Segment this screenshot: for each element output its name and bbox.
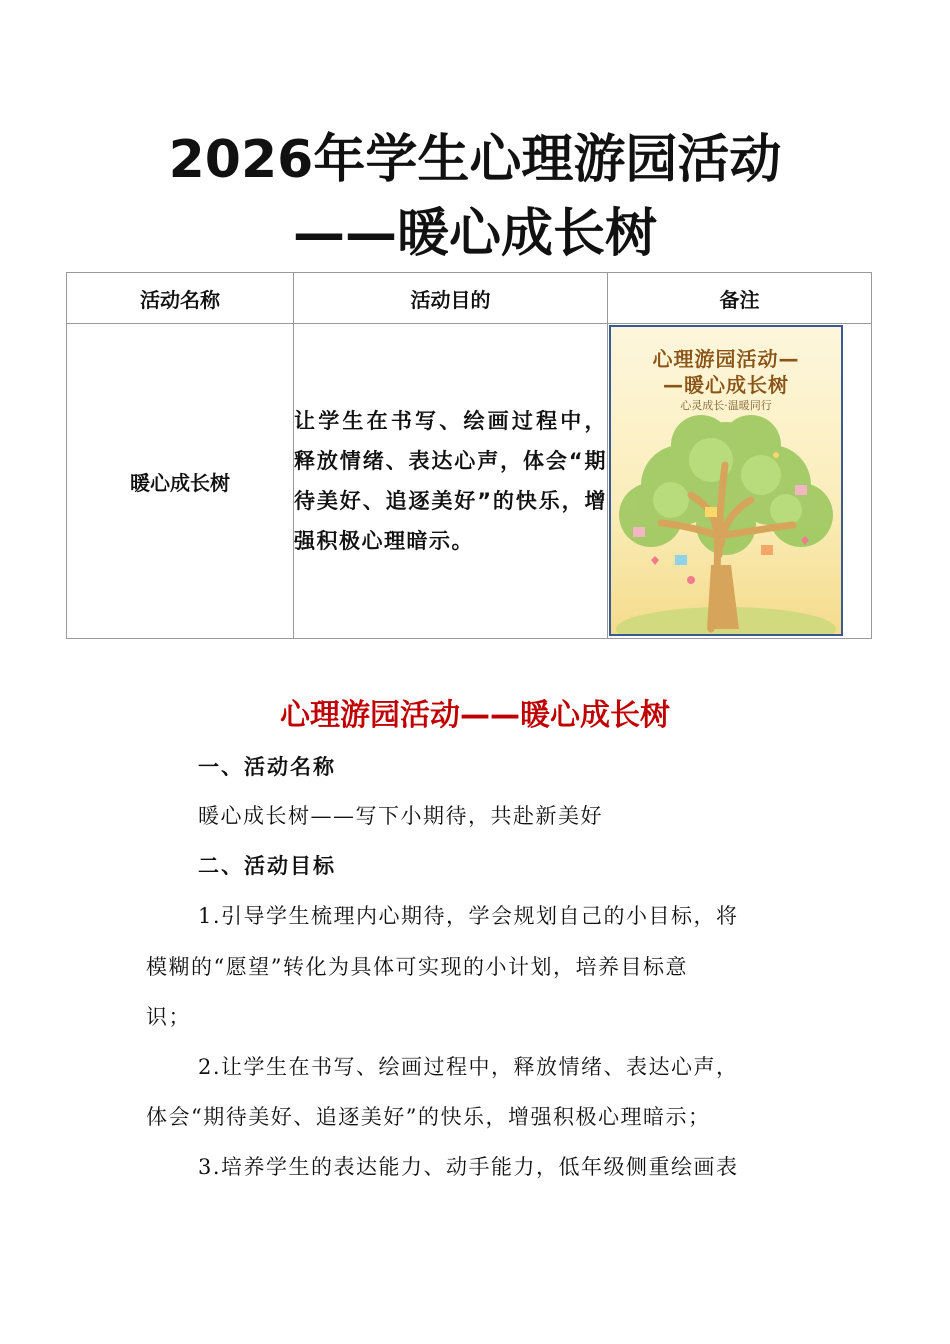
document-title-line1: 2026年学生心理游园活动 xyxy=(168,130,782,190)
section-title: 心理游园活动——暖心成长树 xyxy=(280,698,670,733)
activity-table xyxy=(66,272,872,639)
heading-activity-name: 一、活动名称 xyxy=(198,755,336,779)
poster-title-line1: 心理游园活动— xyxy=(652,347,800,371)
goal2-line1: 2.让学生在书写、绘画过程中，释放情绪、表达心声， xyxy=(198,1055,739,1079)
table-header-purpose: 活动目的 xyxy=(294,273,608,324)
poster-subtitle: 心灵成长·温暖同行 xyxy=(680,399,772,412)
table-header-row xyxy=(67,273,872,324)
table-header-name: 活动名称 xyxy=(67,273,294,324)
activity-poster-image xyxy=(609,325,843,636)
tree-illustration xyxy=(611,415,841,634)
goal1-line2: 模糊的“愿望”转化为具体可实现的小计划，培养目标意 xyxy=(146,955,688,979)
goal1-line1: 1.引导学生梳理内心期待，学会规划自己的小目标，将 xyxy=(198,904,739,928)
table-header-notes: 备注 xyxy=(608,273,872,324)
notes-cell xyxy=(608,324,872,639)
goal2-line2: 体会“期待美好、追逐美好”的快乐，增强积极心理暗示； xyxy=(146,1105,711,1129)
activity-name-text: 暖心成长树——写下小期待，共赴新美好 xyxy=(198,804,603,828)
goal1-line3: 识； xyxy=(146,1005,191,1029)
document-title-line2: ——暖心成长树 xyxy=(292,204,657,264)
heading-activity-goals: 二、活动目标 xyxy=(198,854,336,878)
table-row xyxy=(67,324,872,639)
activity-purpose-text: 让学生在书写、绘画过程中，释放情绪、表达心声，体会“期待美好、追逐美好”的快乐，增强积极心理暗示。 xyxy=(294,409,607,553)
poster-title-line2: —暖心成长树 xyxy=(663,373,789,397)
activity-purpose-cell xyxy=(294,324,608,639)
goal3-line1: 3.培养学生的表达能力、动手能力，低年级侧重绘画表 xyxy=(198,1155,739,1179)
activity-name-cell: 暖心成长树 xyxy=(67,324,294,639)
